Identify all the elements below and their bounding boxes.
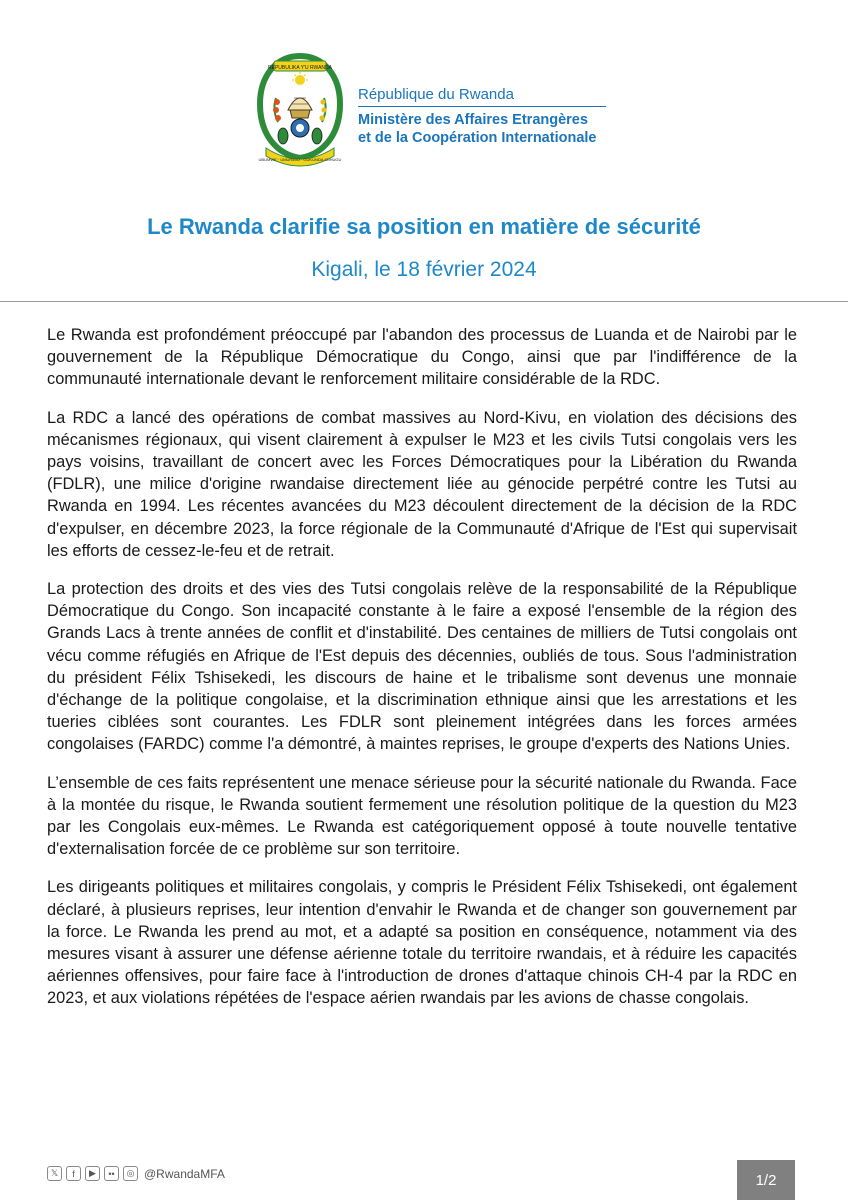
paragraph-1: Le Rwanda est profondément préoccupé par l'abandon des processus de Luanda et de Nairobi par le gouvernement de la République Démocratique du Congo, ainsi que par l'indifférence de la communauté internationale devant le renforcement militaire considérable de la RDC. bbox=[47, 326, 797, 389]
ministry-name-line2: et de la Coopération Internationale bbox=[358, 130, 597, 146]
document-title: Le Rwanda clarifie sa position en matière de sécurité bbox=[147, 214, 701, 239]
social-handle[interactable]: @RwandaMFA bbox=[144, 1166, 225, 1181]
paragraph-5: Les dirigeants politiques et militaires congolais, y compris le Président Félix Tshisekedi, ont également déclaré, à plusieurs reprises, leur intention d'envahir le Rwanda et de changer son gouvernement par la force. Le Rwanda les prend au mot, et a adapté sa position en conséquence, notamment via des mesures visant à assurer une défense aérienne totale du territoire rwandais, et à réduire les capacités aériennes offensives, pour faire face à l'introduction de drones d'attaque chinois CH-4 par la RDC en 2023, et aux violations répétées de l'espace aérien rwandais par les avions de chasse congolais. bbox=[47, 878, 797, 1008]
document-body bbox=[47, 324, 797, 1026]
ministry-name-line1: Ministère des Affaires Etrangères bbox=[358, 112, 588, 128]
instagram-icon[interactable]: ◎ bbox=[123, 1166, 138, 1181]
ministry-header bbox=[358, 86, 606, 147]
youtube-icon[interactable]: ▶ bbox=[85, 1166, 100, 1181]
dateline: Kigali, le 18 février 2024 bbox=[311, 258, 537, 281]
paragraph-4: L’ensemble de ces faits représentent une menace sérieuse pour la sécurité nationale du Rwanda. Face à la montée du risque, le Rwanda soutient fermement une résolution politique de la question du M23 par les Congolais eux-mêmes. Le Rwanda est catégoriquement opposé à toute nouvelle tentative d'externalisation forcée de ce problème sur son territoire. bbox=[47, 773, 797, 859]
page-number: 1/2 bbox=[737, 1160, 795, 1200]
rwanda-coat-of-arms-logo bbox=[250, 48, 350, 176]
header-rule bbox=[358, 106, 606, 107]
paragraph-2: La RDC a lancé des opérations de combat massives au Nord-Kivu, en violation des décisions des mécanismes régionaux, qui visent clairement à expulser le M23 et les civils Tutsi congolais vers les pays voisins, travaillant de concert avec les Forces Démocratiques pour la Libération du Rwanda (FDLR), une milice d'origine rwandaise directement liée au génocide perpétré contre les Tutsi au Rwanda en 1994. Les récentes avancées du M23 découlent directement de la décision de la RDC d'expulser, en décembre 2023, la force régionale de la Communauté d'Afrique de l'Est qui supervisait les efforts de cessez-le-feu et de retrait. bbox=[47, 408, 797, 560]
flickr-icon[interactable]: •• bbox=[104, 1166, 119, 1181]
facebook-icon[interactable]: f bbox=[66, 1166, 81, 1181]
seal-bottom-text: UBUMWE · UMURIMO · GUKUNDA IGIHUGU bbox=[258, 157, 342, 162]
paragraph-3: La protection des droits et des vies des Tutsi congolais relève de la responsabilité de la République Démocratique du Congo. Son incapacité constante à le faire a exposé l'ensemble de la région des Grands Lacs à trente années de conflit et d'instabilité. Des centaines de milliers de Tutsi congolais ont vécu comme réfugiés en Afrique de l'Est depuis des décennies, oubliés de tous. Sous l'administration du président Félix Tshisekedi, les discours de haine et le tribalisme sont devenus une monnaie d'échange de la politique congolaise, et la discrimination ethnique ainsi que les arrestations et les tueries ciblées sont courantes. Les FDLR sont pleinement intégrées dans les forces armées congolaises (FARDC) comme l'a démontré, à maintes reprises, le groupe d'experts des Nations Unies. bbox=[47, 580, 797, 754]
x-icon[interactable]: 𝕏 bbox=[47, 1166, 62, 1181]
country-name: République du Rwanda bbox=[358, 86, 514, 103]
seal-top-text: REPUBULIKA Y'U RWANDA bbox=[268, 65, 332, 71]
social-links bbox=[47, 1166, 225, 1181]
title-divider bbox=[0, 301, 848, 302]
